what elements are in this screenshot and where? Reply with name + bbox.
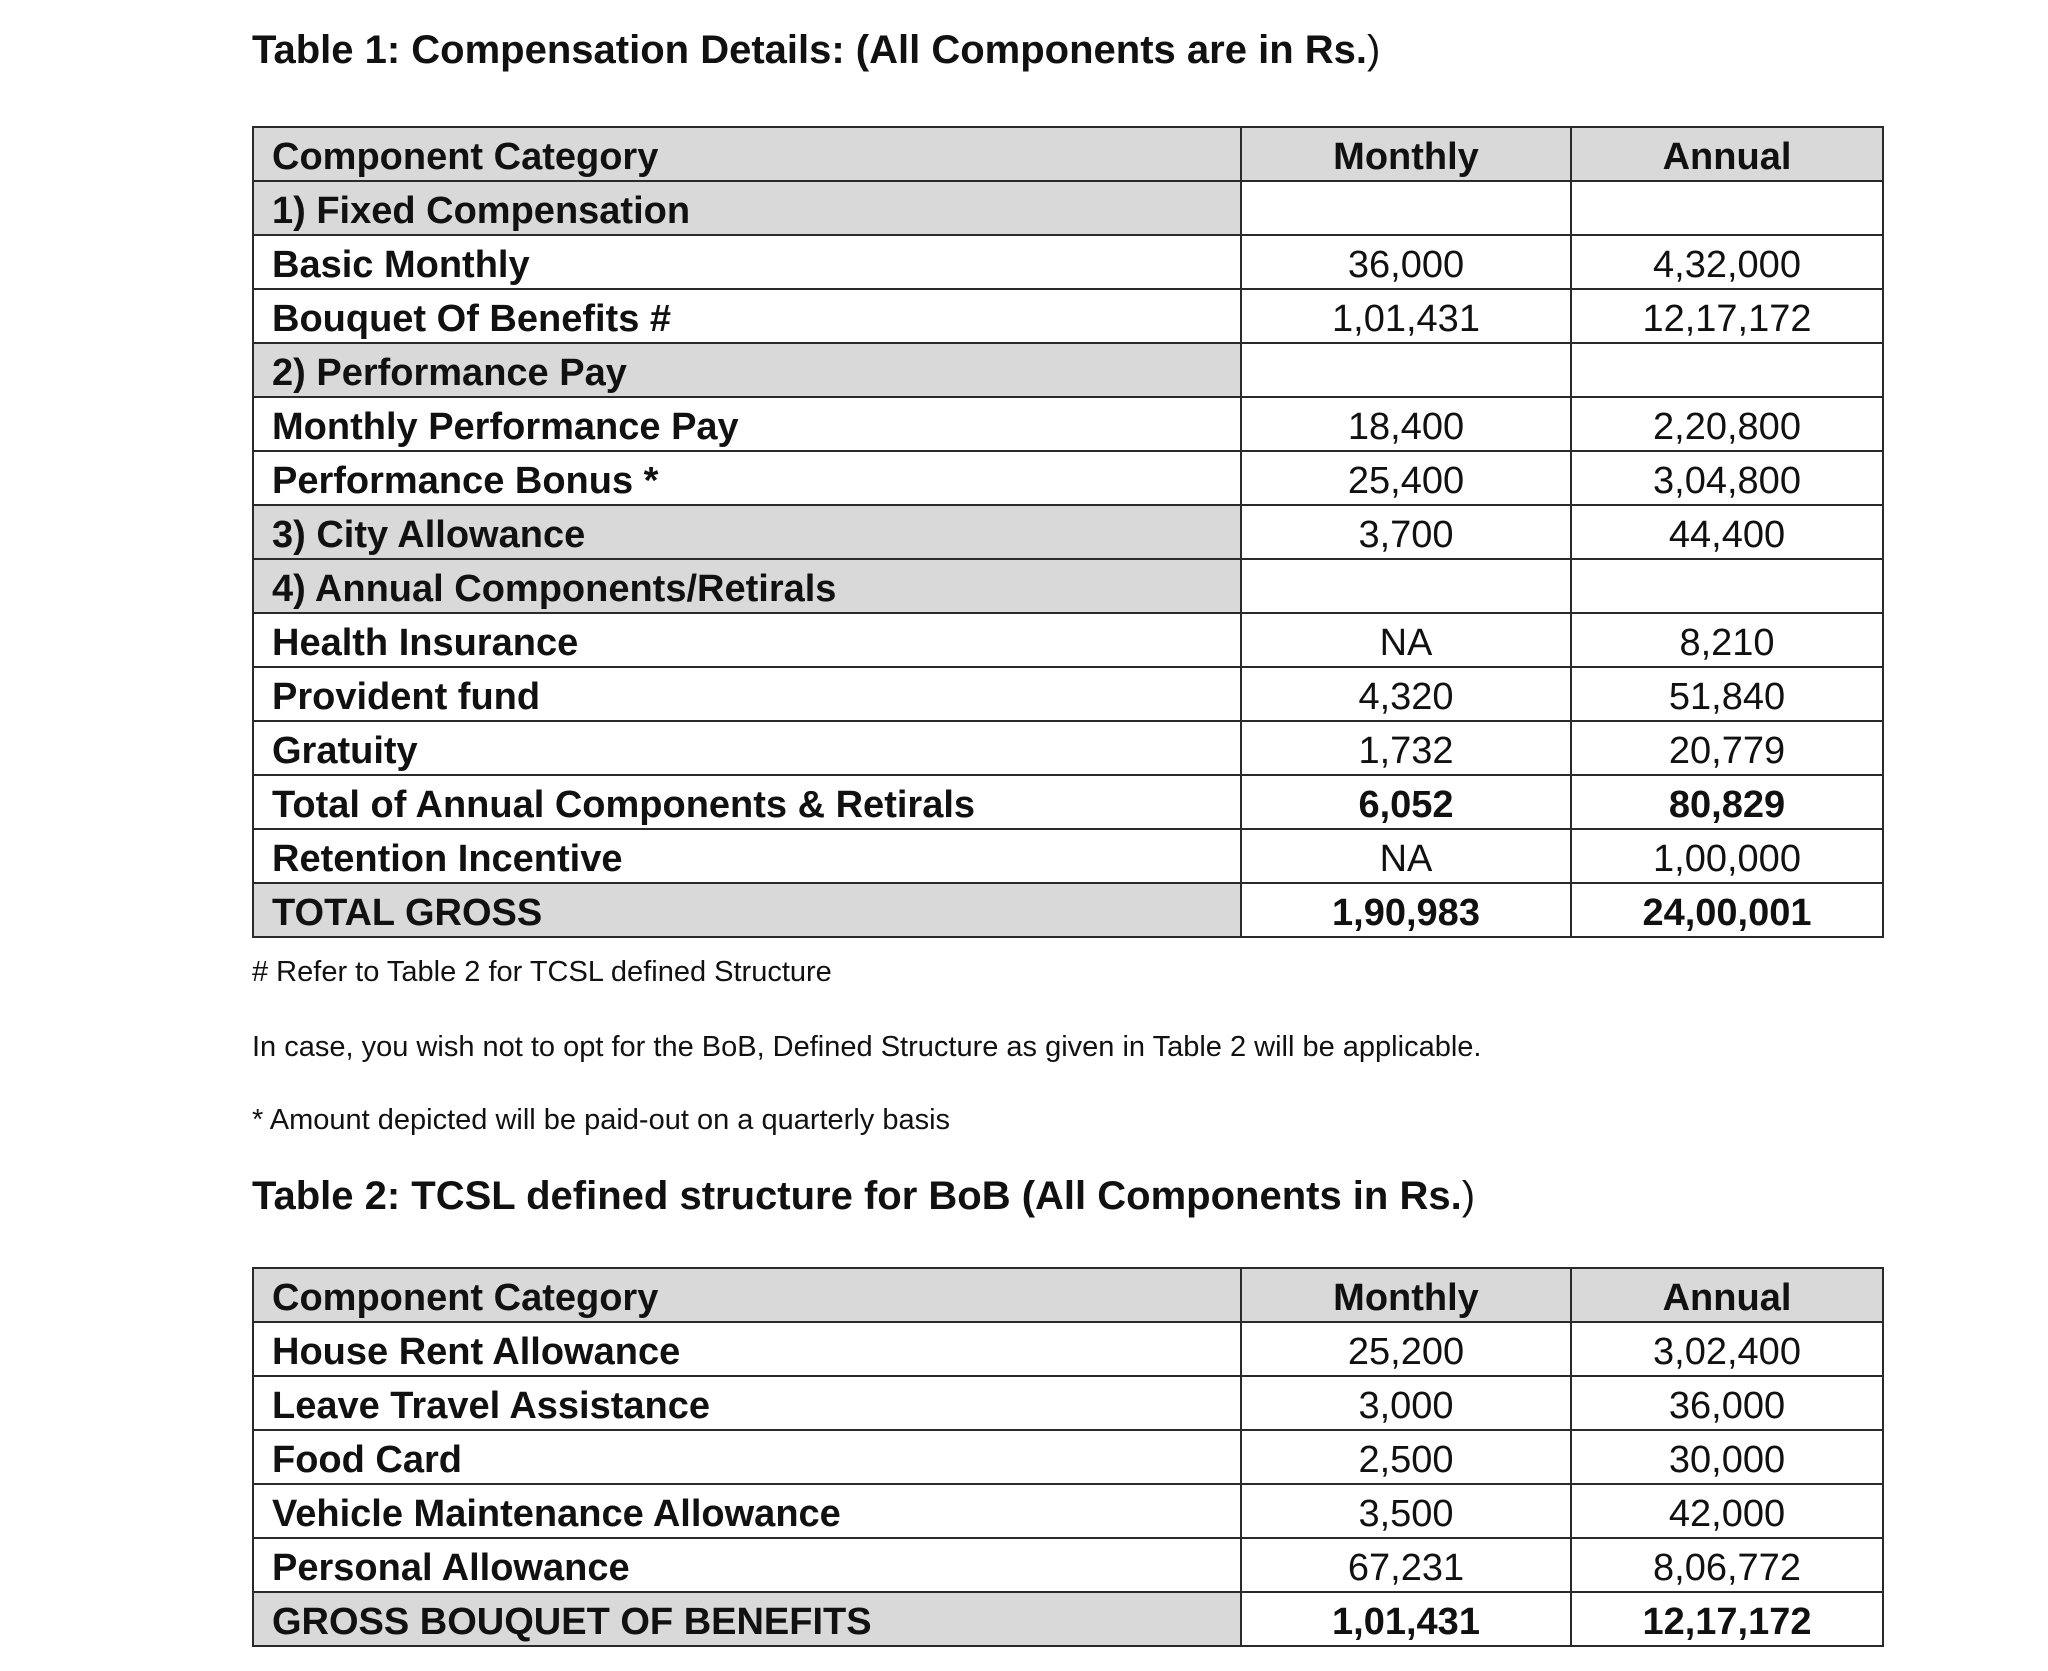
row-monthly-value: 67,231 <box>1241 1538 1571 1592</box>
row-annual-value: 8,210 <box>1571 613 1883 667</box>
bob-structure-table <box>252 1267 1884 1647</box>
table-row <box>253 1484 1883 1538</box>
row-label: Provident fund <box>253 667 1241 721</box>
table2-title-text: Table 2: TCSL defined structure for BoB (All Components in Rs. <box>252 1174 1462 1218</box>
table-row <box>253 397 1883 451</box>
row-monthly-value: 2,500 <box>1241 1430 1571 1484</box>
table-row <box>253 1430 1883 1484</box>
row-monthly-value: 36,000 <box>1241 235 1571 289</box>
row-label: Retention Incentive <box>253 829 1241 883</box>
row-monthly-value: 25,200 <box>1241 1322 1571 1376</box>
row-label: Leave Travel Assistance <box>253 1376 1241 1430</box>
compensation-details-table <box>252 126 1884 938</box>
row-monthly-value <box>1241 343 1571 397</box>
row-annual-value: 1,00,000 <box>1571 829 1883 883</box>
table-header-row <box>253 1268 1883 1322</box>
table-header-row <box>253 127 1883 181</box>
row-monthly-value <box>1241 559 1571 613</box>
row-annual-value: 3,02,400 <box>1571 1322 1883 1376</box>
table-row <box>253 667 1883 721</box>
row-monthly-value: 6,052 <box>1241 775 1571 829</box>
row-monthly-value: 3,000 <box>1241 1376 1571 1430</box>
table-row <box>253 505 1883 559</box>
table-row <box>253 181 1883 235</box>
row-monthly-value: 18,400 <box>1241 397 1571 451</box>
row-annual-value <box>1571 181 1883 235</box>
note-quarterly-payout: * Amount depicted will be paid-out on a quarterly basis <box>252 1104 951 1136</box>
table-row <box>253 451 1883 505</box>
row-annual-value: 2,20,800 <box>1571 397 1883 451</box>
row-monthly-value: 1,90,983 <box>1241 883 1571 937</box>
row-label: Monthly Performance Pay <box>253 397 1241 451</box>
row-monthly-value: NA <box>1241 613 1571 667</box>
row-monthly-value <box>1241 181 1571 235</box>
row-monthly-value: 3,500 <box>1241 1484 1571 1538</box>
header-annual: Annual <box>1571 127 1883 181</box>
row-annual-value: 24,00,001 <box>1571 883 1883 937</box>
table-row <box>253 1322 1883 1376</box>
header-component-category: Component Category <box>253 1268 1241 1322</box>
header-component-category: Component Category <box>253 127 1241 181</box>
row-label: 2) Performance Pay <box>253 343 1241 397</box>
row-label: Health Insurance <box>253 613 1241 667</box>
table-row <box>253 1376 1883 1430</box>
header-annual: Annual <box>1571 1268 1883 1322</box>
note-refer-table2: # Refer to Table 2 for TCSL defined Structure <box>252 956 832 988</box>
table-row <box>253 721 1883 775</box>
table-row <box>253 775 1883 829</box>
row-label: GROSS BOUQUET OF BENEFITS <box>253 1592 1241 1646</box>
table-row <box>253 559 1883 613</box>
row-annual-value: 12,17,172 <box>1571 289 1883 343</box>
row-monthly-value: 4,320 <box>1241 667 1571 721</box>
table-row <box>253 613 1883 667</box>
table-row <box>253 1538 1883 1592</box>
row-label: 3) City Allowance <box>253 505 1241 559</box>
row-annual-value: 44,400 <box>1571 505 1883 559</box>
table-row <box>253 883 1883 937</box>
table-row <box>253 289 1883 343</box>
table1-title <box>252 30 1380 70</box>
row-label: Vehicle Maintenance Allowance <box>253 1484 1241 1538</box>
row-annual-value: 4,32,000 <box>1571 235 1883 289</box>
table-row <box>253 829 1883 883</box>
row-label: Bouquet Of Benefits # <box>253 289 1241 343</box>
row-monthly-value: 1,732 <box>1241 721 1571 775</box>
row-annual-value: 30,000 <box>1571 1430 1883 1484</box>
table2-title <box>252 1176 1475 1216</box>
header-monthly: Monthly <box>1241 127 1571 181</box>
table1-title-text: Table 1: Compensation Details: (All Components are in Rs. <box>252 28 1367 72</box>
table-row <box>253 343 1883 397</box>
row-monthly-value: 25,400 <box>1241 451 1571 505</box>
table-row <box>253 1592 1883 1646</box>
row-annual-value: 3,04,800 <box>1571 451 1883 505</box>
row-annual-value: 8,06,772 <box>1571 1538 1883 1592</box>
row-monthly-value: 1,01,431 <box>1241 289 1571 343</box>
row-label: Food Card <box>253 1430 1241 1484</box>
row-label: 4) Annual Components/Retirals <box>253 559 1241 613</box>
row-label: TOTAL GROSS <box>253 883 1241 937</box>
row-annual-value: 12,17,172 <box>1571 1592 1883 1646</box>
table2-title-close: ) <box>1461 1174 1476 1218</box>
row-label: 1) Fixed Compensation <box>253 181 1241 235</box>
row-annual-value: 20,779 <box>1571 721 1883 775</box>
row-annual-value: 36,000 <box>1571 1376 1883 1430</box>
row-label: Performance Bonus * <box>253 451 1241 505</box>
row-annual-value: 80,829 <box>1571 775 1883 829</box>
row-label: Gratuity <box>253 721 1241 775</box>
row-monthly-value: 3,700 <box>1241 505 1571 559</box>
table-row <box>253 235 1883 289</box>
row-label: Personal Allowance <box>253 1538 1241 1592</box>
row-label: Total of Annual Components & Retirals <box>253 775 1241 829</box>
row-label: House Rent Allowance <box>253 1322 1241 1376</box>
row-annual-value <box>1571 343 1883 397</box>
header-monthly: Monthly <box>1241 1268 1571 1322</box>
row-label: Basic Monthly <box>253 235 1241 289</box>
row-annual-value <box>1571 559 1883 613</box>
row-annual-value: 42,000 <box>1571 1484 1883 1538</box>
row-monthly-value: 1,01,431 <box>1241 1592 1571 1646</box>
note-bob-opt-out: In case, you wish not to opt for the BoB, Defined Structure as given in Table 2 will be applicable. <box>252 1031 1482 1063</box>
row-annual-value: 51,840 <box>1571 667 1883 721</box>
row-monthly-value: NA <box>1241 829 1571 883</box>
table1-title-close: ) <box>1366 28 1381 72</box>
